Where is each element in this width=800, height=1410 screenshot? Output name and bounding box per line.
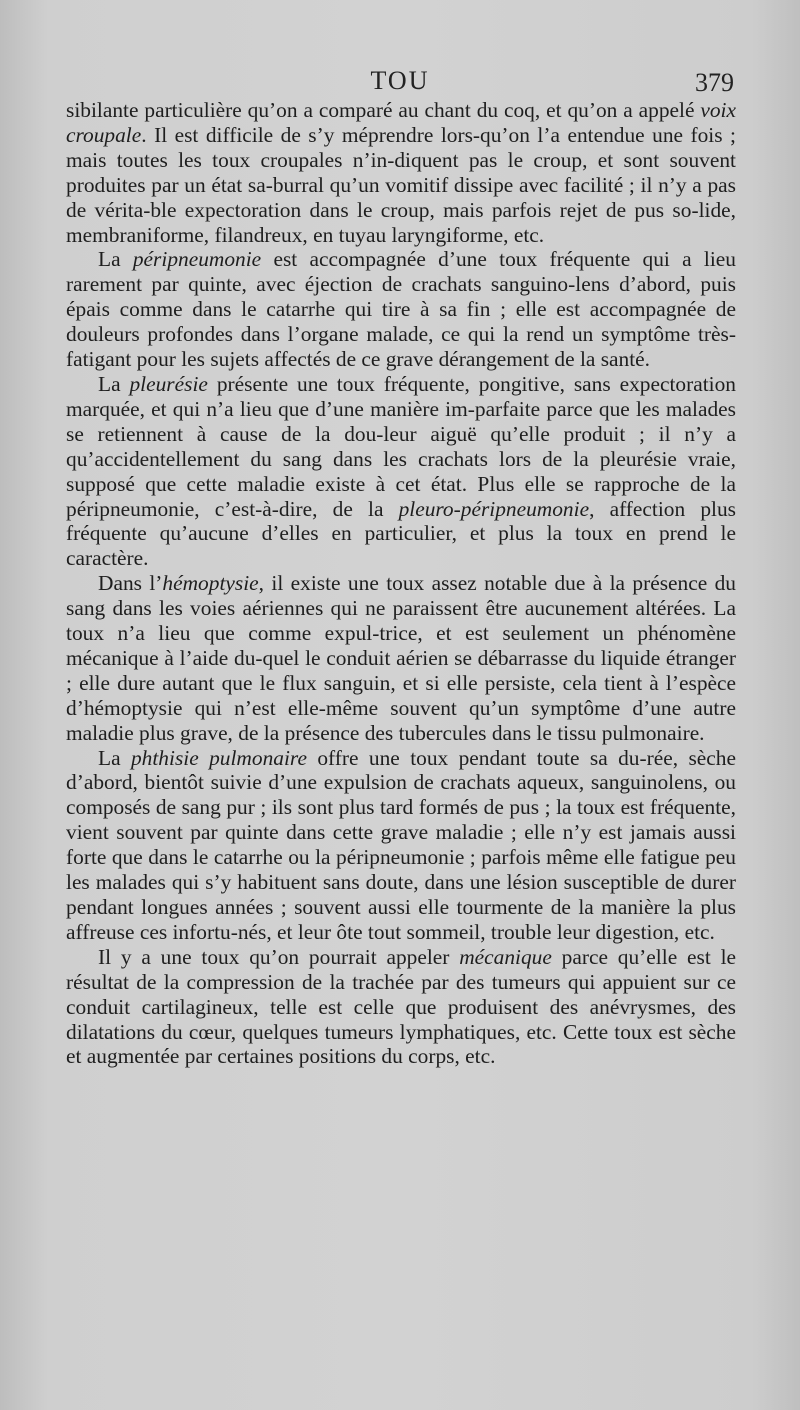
text-run: sibilante particulière qu’on a comparé au chant du coq, et qu’on a appelé (66, 98, 701, 122)
text-run: La (98, 371, 130, 396)
text-run: . Il est difficile de s’y méprendre lors-qu’on l’a entendue une fois ; mais toutes les toux croupales n’in-diquent pas le croup, et sont souvent produites par un état sa-burral qu’un vomitif dissipe avec facilité ; il n’y a pas de vérita-ble expectoration dans le croup, mais parfois rejet de pus so-lide, membraniforme, filandreux, en tuyau laryngiforme, etc. (66, 122, 736, 247)
text-run: La (98, 247, 133, 272)
text-run: offre une toux pendant toute sa du-rée, sèche d’abord, bientôt suivie d’une expulsion de crachats aqueux, sanguinolens, ou composés de sang pur ; ils sont plus tard formés de pus ; la toux est fréquente, vient souvent par quinte dans cette grave maladie ; elle n’y est jamais aussi forte que dans le catarrhe ou la péripneumonie ; parfois même elle fatigue peu les malades qui s’y habituent sans doute, dans une lésion susceptible de durer pendant longues années ; souvent aussi elle tourmente de la manière la plus affreuse ces infortu-nés, et leur ôte tout sommeil, trouble leur digestion, etc. (66, 745, 736, 944)
page-number: 379 (695, 68, 734, 97)
running-head-word: TOU (370, 66, 430, 95)
text-run: La (98, 745, 131, 770)
italic-term: péripneumonie (132, 247, 262, 272)
text-run: , affection plus fréquente qu’aucune d’elles en particulier, et plus la toux en prend le caractère. (66, 496, 736, 571)
paragraph (66, 247, 736, 372)
italic-term: voix croupale (66, 98, 736, 147)
italic-term: pleurésie (129, 371, 208, 396)
paragraph (66, 98, 736, 247)
running-header (66, 66, 734, 100)
italic-term: hémoptysie (162, 571, 259, 596)
italic-term: pleuro-péripneumonie (398, 496, 590, 521)
paragraph (66, 945, 736, 1070)
body-text (66, 98, 736, 1069)
italic-term: phthisie pulmonaire (130, 745, 307, 770)
text-run: est accompagnée d’une toux fréquente qui a lieu rarement par quinte, avec éjection de crachats sanguino-lens d’abord, puis épais comme dans le catarrhe qui tire à sa fin ; elle est accompagnée de douleurs profondes dans l’organe malade, ce qui la rend un symptôme très-fatigant pour les sujets affectés de ce grave dérangement de la santé. (66, 247, 736, 372)
text-run: Dans l’ (98, 571, 163, 596)
text-run: Il y a une toux qu’on pourrait appeler (98, 944, 460, 969)
italic-term: mécanique (459, 944, 552, 969)
paragraph (66, 372, 736, 571)
text-run: , il existe une toux assez notable due à la présence du sang dans les voies aériennes qui ne paraissent être aucunement altérées. La toux n’a lieu que comme expul-trice, et est seulement un phénomène mécanique à l’aide du-quel le conduit aérien se débarrasse du liquide étranger ; elle dure autant que le flux sanguin, et si elle persiste, cela tient à l’espèce d’hémoptysie qui n’est elle-même souvent qu’un symptôme d’une autre maladie plus grave, de la présence des tubercules dans le tissu pulmonaire. (66, 571, 736, 745)
text-run: présente une toux fréquente, pongitive, sans expectoration marquée, et qui n’a lieu que d’une manière im-parfaite parce que les malades se retiennent à cause de la dou-leur aiguë qu’elle produit ; il n’y a qu’accidentellement du sang dans les crachats lors de la pleurésie vraie, supposé que cette maladie existe à cet état. Plus elle se rapproche de la péripneumonie, c’est-à-dire, de la (66, 371, 736, 521)
paragraph (66, 571, 736, 745)
text-run: parce qu’elle est le résultat de la compression de la trachée par des tumeurs qui appuient sur ce conduit cartilagineux, telle est celle que produisent des anévrysmes, des dilatations du cœur, quelques tumeurs lymphatiques, etc. Cette toux est sèche et augmentée par certaines positions du corps, etc. (66, 944, 737, 1069)
paragraph (66, 746, 736, 945)
